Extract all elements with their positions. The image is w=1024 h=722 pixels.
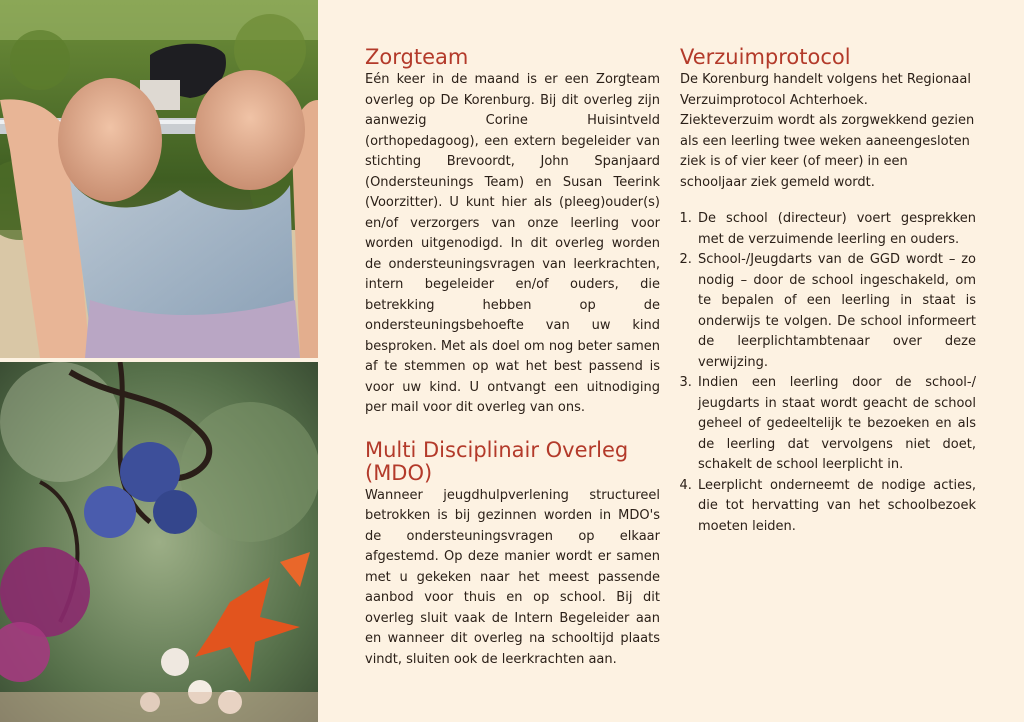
zorgteam-heading: Zorgteam: [365, 45, 469, 69]
verzuimprotocol-section: [680, 46, 976, 537]
list-item: 1. De school (directeur) voert gesprekken met de verzuimende leerling en ouders.: [696, 209, 976, 250]
verzuimprotocol-intro: De Korenburg handelt volgens het Regionaal Verzuimprotocol Achterhoek.: [680, 72, 971, 108]
mdo-heading: Multi Disciplinair Overleg (MDO): [365, 437, 629, 485]
flowers-photo: [0, 362, 318, 722]
mdo-body: Wanneer jeugdhulpverlening structureel betrokken is bij gezinnen worden in MDO's de ondersteuningsvragen op elkaar afgestemd. Op deze manier wordt er samen met u gekeken naar het meest passende aanbod voor thuis en op school. Bij dit overleg sluit vaak de Intern Begeleider aan en wanneer dit overleg na schooltijd plaats vindt, sluiten ook de leerkrachten aan.: [365, 487, 660, 667]
list-item: 2. School-/Jeugdarts van de GGD wordt – zo nodig – door de school ingeschakeld, om te bepalen of een leerling in staat is onderwijs te volgen. De school informeert de leerplichtambtenaar over deze verwijzing.: [696, 250, 976, 373]
text-column-left: [365, 46, 660, 670]
photo-column: [0, 0, 318, 722]
list-item: 3. Indien een leerling door de school-/ jeugdarts in staat wordt geacht de school geheel of gedeeltelijk te bezoeken en als de leerling dat vervolgens niet doet, schakelt de school leerplicht in.: [696, 373, 976, 476]
verzuimprotocol-heading: Verzuimprotocol: [680, 45, 851, 69]
mdo-section: [365, 439, 660, 671]
verzuimprotocol-definition: Ziekteverzuim wordt als zorgwekkend gezien als een leerling twee weken aaneengesloten ziek is of vier keer (of meer) in een schooljaar ziek gemeld wordt.: [680, 113, 975, 190]
child-on-bar-photo: [0, 0, 318, 358]
zorgteam-body: Eén keer in de maand is er een Zorgteam overleg op De Korenburg. Bij dit overleg zijn aanwezig Corine Huisintveld (orthopedagoog), een extern begeleider van stichting Brevoordt, John Spanjaard (Ondersteunings Team) en Susan Teerink (Voorzitter). U kunt hier als (pleeg)ouder(s) en/of verzorgers van onze leerling voor worden uitgenodigd. In dit overleg worden de ondersteuningsvragen van leerkrachten, intern begeleider en/of ouders, die betrekking hebben op de ondersteuningsbehoefte van uw kind besproken. Met als doel om nog beter samen af te stemmen op wat het best passend is voor uw kind. U ontvangt een uitnodiging per mail voor dit overleg van ons.: [365, 72, 660, 415]
verzuimprotocol-steps: [680, 209, 976, 537]
zorgteam-section: [365, 46, 660, 419]
list-item: 4. Leerplicht onderneemt de nodige acties, die tot hervatting van het schoolbezoek moeten leiden.: [696, 476, 976, 538]
text-column-right: [680, 46, 976, 537]
